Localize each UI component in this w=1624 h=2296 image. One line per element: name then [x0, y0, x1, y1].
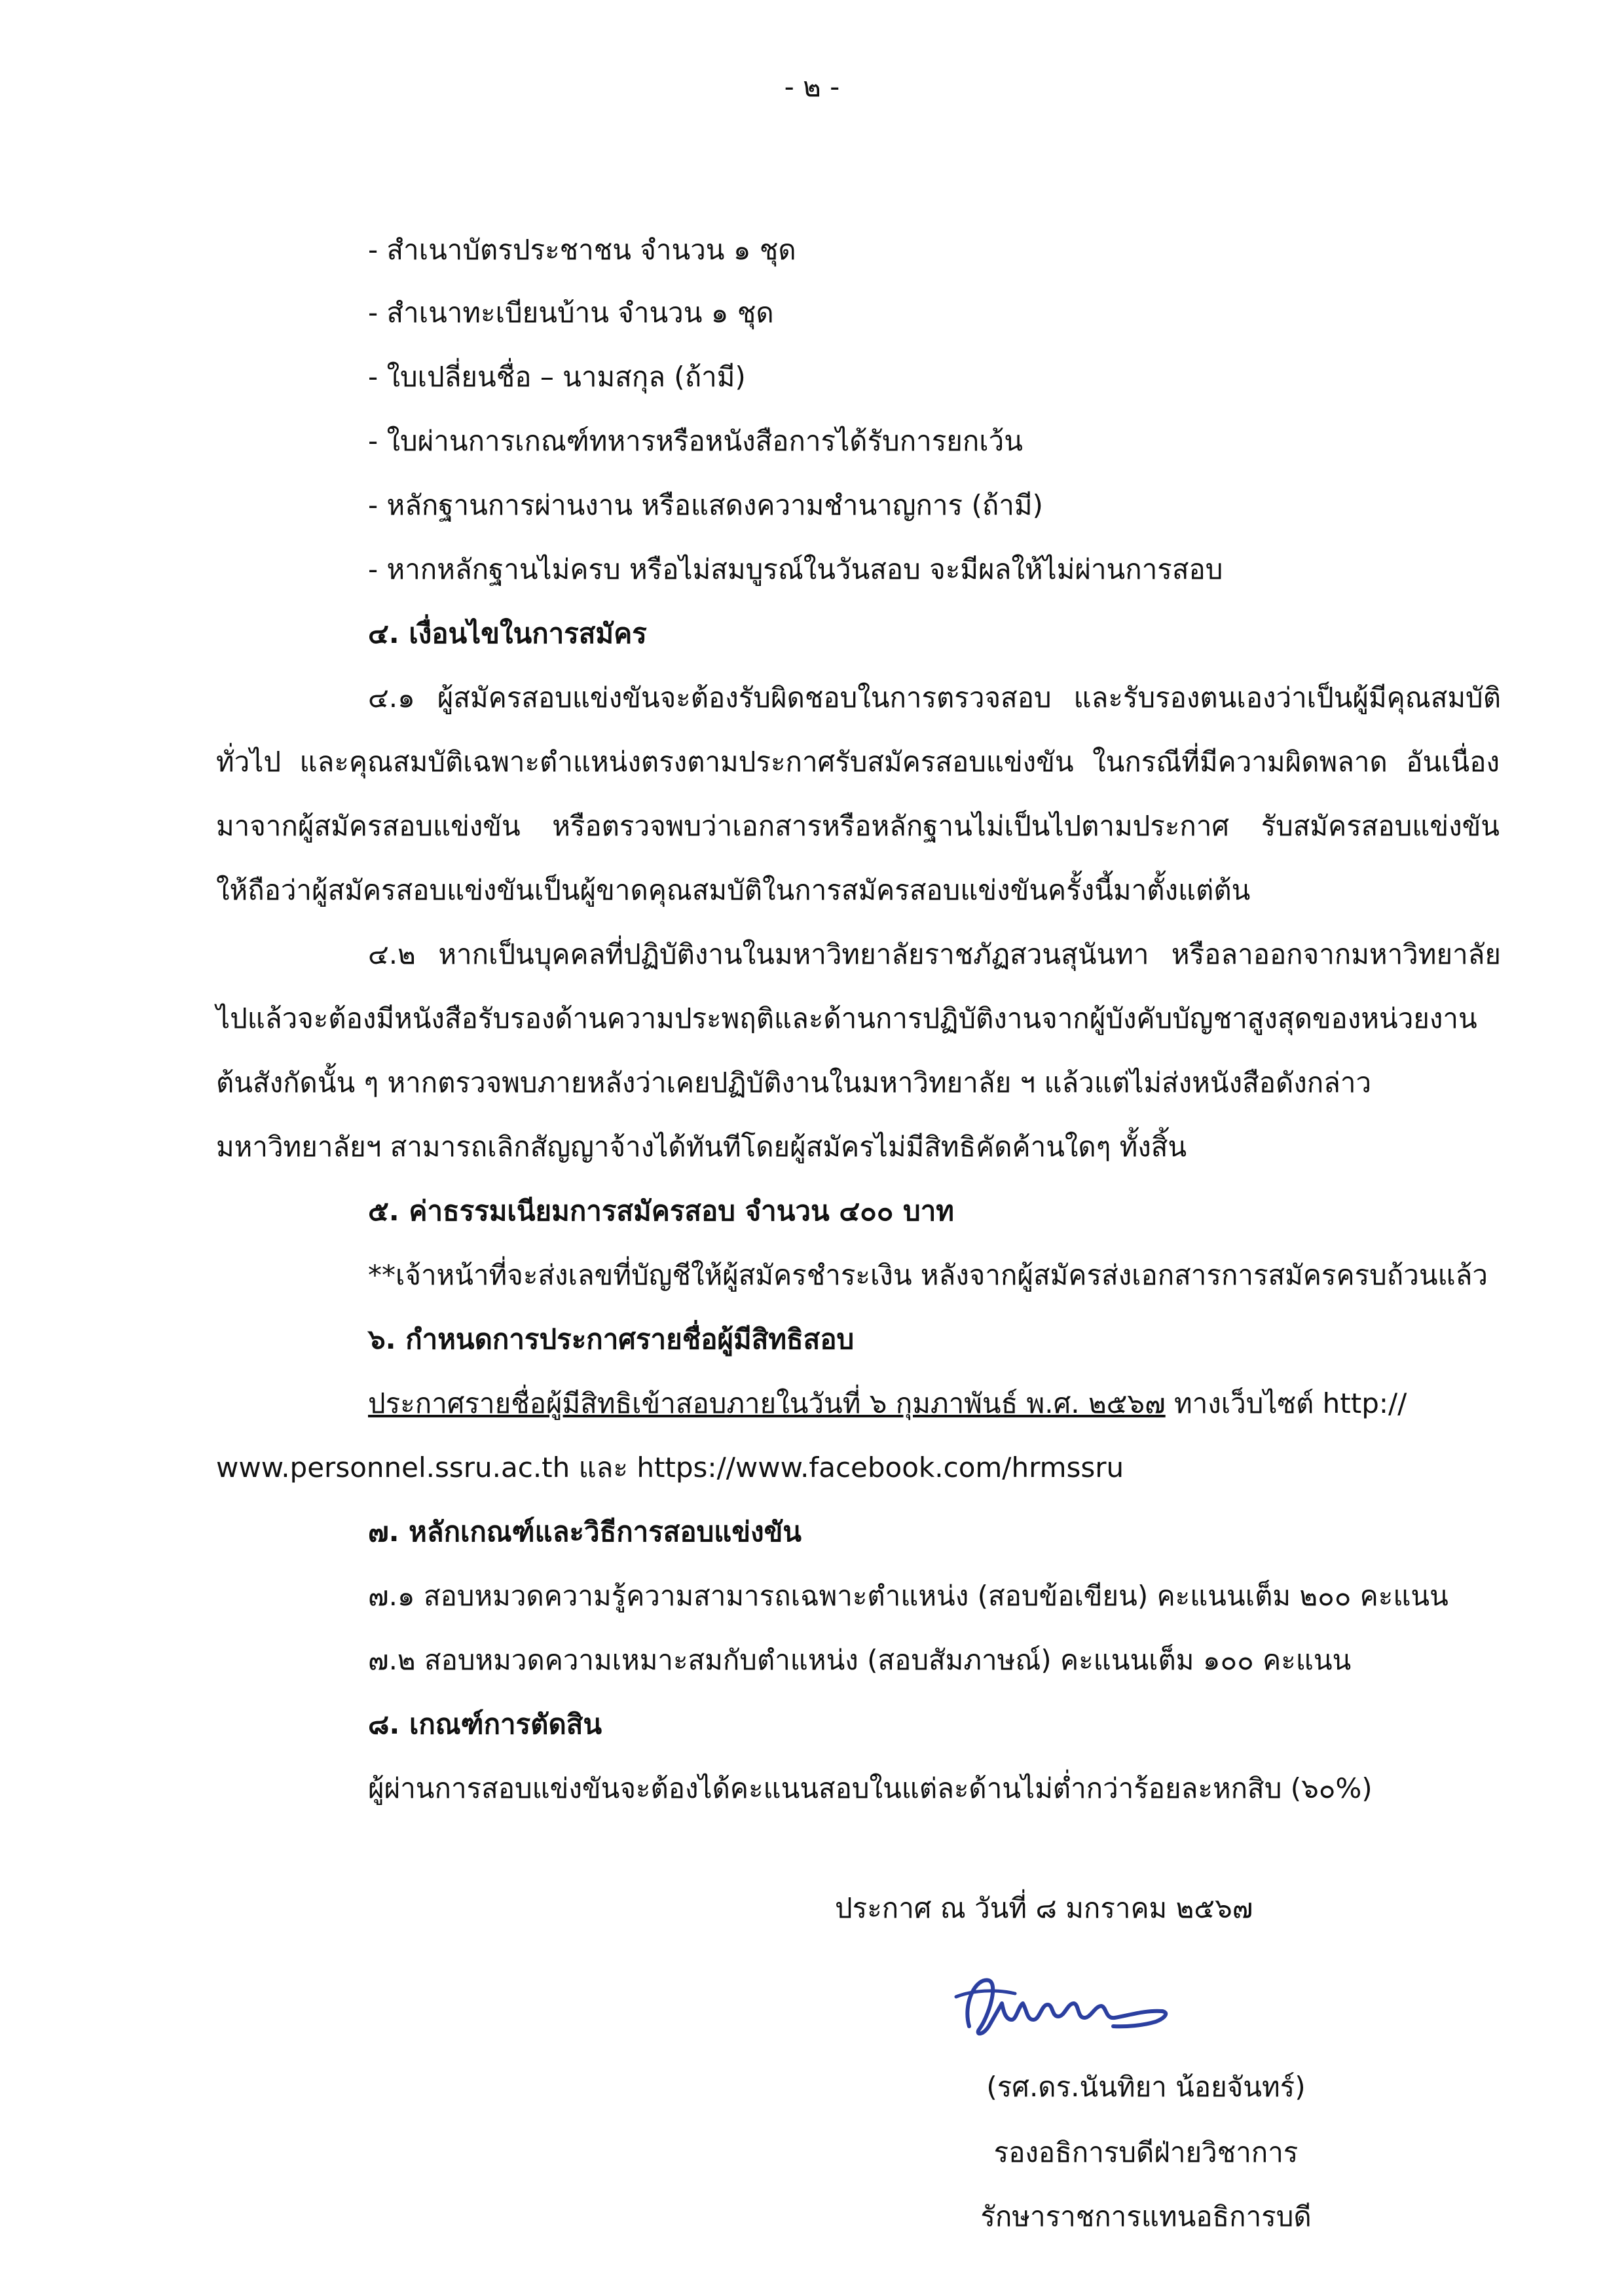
section-heading: ๔. เงื่อนไขในการสมัคร	[368, 617, 647, 649]
list-item: - หลักฐานการผ่านงาน หรือแสดงความชำนาญการ (ถ้ามี)	[368, 489, 1043, 521]
judging-criteria: ผู้ผ่านการสอบแข่งขันจะต้องได้คะแนนสอบในแต่ละด้านไม่ต่ำกว่าร้อยละหกสิบ (๖๐%)	[368, 1772, 1373, 1804]
section-heading: ๗. หลักเกณฑ์และวิธีการสอบแข่งขัน	[368, 1516, 802, 1548]
list-item: - สำเนาทะเบียนบ้าน จำนวน ๑ ชุด	[368, 297, 774, 329]
criteria-item: ๗.๒ สอบหมวดความเหมาะสมกับตำแหน่ง (สอบสัมภาษณ์) คะแนนเต็ม ๑๐๐ คะแนน	[368, 1644, 1352, 1676]
paragraph-line: ทั่วไป และคุณสมบัติเฉพาะตำแหน่งตรงตามประกาศรับสมัครสอบแข่งขัน ในกรณีที่มีความผิดพลาด อันเนื่อง	[216, 746, 1500, 778]
list-item: - หากหลักฐานไม่ครบ หรือไม่สมบูรณ์ในวันสอบ จะมีผลให้ไม่ผ่านการสอบ	[368, 553, 1223, 585]
list-item: - ใบผ่านการเกณฑ์ทหารหรือหนังสือการได้รับการยกเว้น	[368, 425, 1023, 457]
announcement-line	[368, 1384, 1407, 1423]
paragraph-line: ๔.๒ หากเป็นบุคคลที่ปฏิบัติงานในมหาวิทยาลัยราชภัฏสวนสุนันทา หรือลาออกจากมหาวิทยาลัย	[368, 938, 1501, 970]
announcement-website-text: ทางเว็บไซต์ http://	[1165, 1387, 1407, 1419]
announcement-date-underlined: ประกาศรายชื่อผู้มีสิทธิเข้าสอบภายในวันที่ ๖ กุมภาพันธ์ พ.ศ. ๒๕๖๗	[368, 1387, 1166, 1419]
paragraph-line: มหาวิทยาลัยฯ สามารถเลิกสัญญาจ้างได้ทันทีโดยผู้สมัครไม่มีสิทธิคัดค้านใดๆ ทั้งสิ้น	[216, 1131, 1187, 1163]
section-heading: ๘. เกณฑ์การตัดสิน	[368, 1708, 602, 1740]
signature-image	[943, 1964, 1179, 2049]
signatory-title: รองอธิการบดีฝ่ายวิชาการ	[993, 2136, 1299, 2168]
list-item: - สำเนาบัตรประชาชน จำนวน ๑ ชุด	[368, 234, 796, 266]
announcement-date: ประกาศ ณ วันที่ ๘ มกราคม ๒๕๖๗	[835, 1892, 1253, 1924]
list-item: - ใบเปลี่ยนชื่อ – นามสกุล (ถ้ามี)	[368, 361, 746, 393]
page-number: - ๒ -	[784, 71, 840, 103]
fee-note: **เจ้าหน้าที่จะส่งเลขที่บัญชีให้ผู้สมัครชำระเงิน หลังจากผู้สมัครส่งเอกสารการสมัครครบถ้วนแล้ว	[368, 1259, 1488, 1291]
section-heading: ๖. กำหนดการประกาศรายชื่อผู้มีสิทธิสอบ	[368, 1323, 855, 1355]
paragraph-line: ไปแล้วจะต้องมีหนังสือรับรองด้านความประพฤติและด้านการปฏิบัติงานจากผู้บังคับบัญชาสูงสุดของหน่วยงาน	[216, 1002, 1477, 1034]
website-links: www.personnel.ssru.ac.th และ https://www.facebook.com/hrmssru	[216, 1451, 1124, 1484]
criteria-item: ๗.๑ สอบหมวดความรู้ความสามารถเฉพาะตำแหน่ง (สอบข้อเขียน) คะแนนเต็ม ๒๐๐ คะแนน	[368, 1580, 1449, 1612]
paragraph-line: ๔.๑ ผู้สมัครสอบแข่งขันจะต้องรับผิดชอบในการตรวจสอบ และรับรองตนเองว่าเป็นผู้มีคุณสมบัติ	[368, 682, 1501, 714]
section-heading: ๕. ค่าธรรมเนียมการสมัครสอบ จำนวน ๔๐๐ บาท	[368, 1195, 954, 1227]
paragraph-line: ให้ถือว่าผู้สมัครสอบแข่งขันเป็นผู้ขาดคุณสมบัติในการสมัครสอบแข่งขันครั้งนี้มาตั้งแต่ต้น	[216, 874, 1251, 906]
signatory-acting-title: รักษาราชการแทนอธิการบดี	[980, 2200, 1312, 2232]
paragraph-line: ต้นสังกัดนั้น ๆ หากตรวจพบภายหลังว่าเคยปฏิบัติงานในมหาวิทยาลัย ฯ แล้วแต่ไม่ส่งหนังสือดังกล่าว	[216, 1066, 1372, 1099]
signatory-name: (รศ.ดร.นันทิยา น้อยจันทร์)	[986, 2071, 1306, 2103]
paragraph-line: มาจากผู้สมัครสอบแข่งขัน หรือตรวจพบว่าเอกสารหรือหลักฐานไม่เป็นไปตามประกาศ รับสมัครสอบแข่งขัน	[216, 810, 1500, 842]
